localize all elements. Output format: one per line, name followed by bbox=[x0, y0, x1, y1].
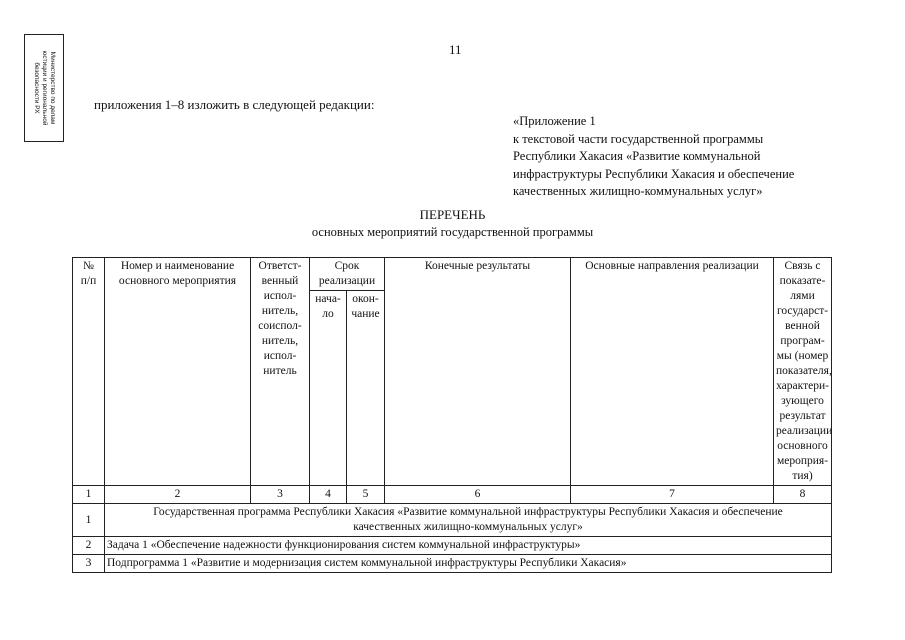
page-number: 11 bbox=[449, 42, 462, 57]
registration-stamp bbox=[24, 34, 64, 142]
header-link: Связь с показате- лями государст- венной програм- мы (номер показателя, характери- зующего результат реализации основного мероприя- тия) bbox=[774, 258, 832, 486]
row-text: Задача 1 «Обеспечение надежности функционирования систем коммунальной инфраструктуры» bbox=[105, 537, 832, 555]
appendix-line: к текстовой части государственной программы bbox=[513, 131, 764, 146]
header-results: Конечные результаты bbox=[385, 258, 571, 486]
appendix-line: «Приложение 1 bbox=[513, 114, 596, 128]
header-directions: Основные направления реализации bbox=[571, 258, 774, 486]
column-number: 4 bbox=[310, 486, 347, 504]
column-number: 3 bbox=[251, 486, 310, 504]
stamp-text: Министерство по делам юстиции и региональной безопасности РХ bbox=[33, 50, 56, 126]
table-header-row bbox=[73, 258, 832, 291]
appendix-line: качественных жилищно-коммунальных услуг» bbox=[513, 184, 763, 198]
column-number: 6 bbox=[385, 486, 571, 504]
row-text: Подпрограмма 1 «Развитие и модернизация систем коммунальной инфраструктуры Республики Хакасия» bbox=[105, 555, 832, 573]
appendix-heading bbox=[513, 113, 794, 201]
column-number: 8 bbox=[774, 486, 832, 504]
column-number: 7 bbox=[571, 486, 774, 504]
column-number: 5 bbox=[347, 486, 385, 504]
document-title: ПЕРЕЧЕНЬ bbox=[419, 207, 486, 222]
appendix-line: инфраструктуры Республики Хакасия и обеспечение bbox=[513, 166, 795, 181]
table-row bbox=[73, 504, 832, 537]
header-end: окон- чание bbox=[347, 291, 385, 486]
column-number-row bbox=[73, 486, 832, 504]
table-row bbox=[73, 555, 832, 573]
header-num: № п/п bbox=[73, 258, 105, 486]
header-term: Срок реализации bbox=[310, 258, 385, 291]
row-number: 2 bbox=[73, 537, 105, 555]
appendix-line: Республики Хакасия «Развитие коммунальной bbox=[513, 149, 761, 163]
header-name: Номер и наименование основного мероприятия bbox=[105, 258, 251, 486]
measures-table bbox=[72, 257, 832, 573]
document-subtitle: основных мероприятий государственной программы bbox=[311, 225, 594, 239]
column-number: 1 bbox=[73, 486, 105, 504]
intro-text: приложения 1–8 изложить в следующей редакции: bbox=[94, 97, 375, 112]
header-start: нача- ло bbox=[310, 291, 347, 486]
table-row bbox=[73, 537, 832, 555]
row-number: 1 bbox=[73, 504, 105, 537]
row-text: Государственная программа Республики Хакасия «Развитие коммунальной инфраструктуры Республики Хакасия и обеспечение качественных жилищно-коммунальных услуг» bbox=[105, 504, 832, 537]
row-number: 3 bbox=[73, 555, 105, 573]
header-responsible: Ответст- венный испол- нитель, соиспол- нитель, испол- нитель bbox=[251, 258, 310, 486]
column-number: 2 bbox=[105, 486, 251, 504]
